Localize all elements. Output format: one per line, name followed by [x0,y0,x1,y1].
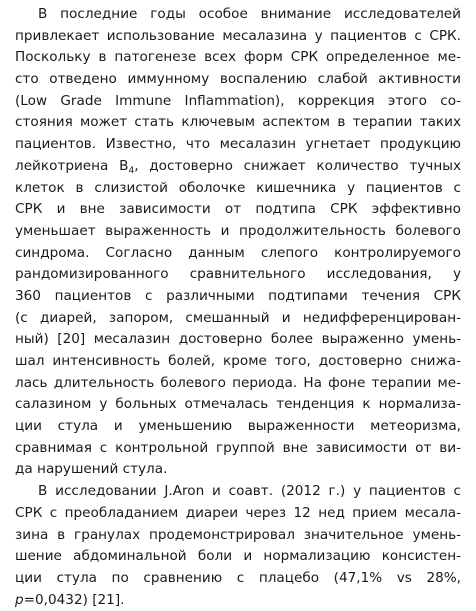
text-line-subscript [15,156,461,178]
text-line: шал интенсивность болей, кроме того, достоверно снижа- [15,353,461,369]
text-line: ный) [20] месалазин достоверно более выраженно умень- [15,331,461,348]
text-line: пациентов. Известно, что месалазин угнетает продукцию [15,136,461,153]
text-line: уменьшает выраженность и продолжительность болевого [15,222,461,239]
text-line: 360 пациентов с различными подтипами течения СРК [15,287,461,304]
text-line: рандомизированного сравнительного исследования, у [15,266,461,283]
p-value-symbol: p [15,591,24,608]
text-line: (Low Grade Immune Inflammation), коррекция этого со- [15,92,461,109]
text-line: В последние годы особое внимание исследователей [38,6,461,22]
text-line: сравнимая с контрольной группой вне зависимости от ви- [15,439,461,456]
text-line: зина в гранулах продемонстрировал значительное умень- [15,526,461,543]
text-line: ции стула и уменьшению выраженности метеоризма, [15,418,461,435]
text-line: (с диарей, запором, смешанный и недифференцирован- [15,309,461,326]
text-line: СРК и вне зависимости от подтипа СРК эффективно [15,201,461,218]
text-line: синдрома. Согласно данным слепого контролируемого [15,244,461,261]
text-fragment: =0,0432) [21]. [23,591,125,608]
paragraph-2 [15,481,461,611]
text-line: шение абдоминальной боли и нормализацию консистен- [15,548,461,565]
paragraph-1 [15,4,461,481]
text-line: салазином у больных отмечалась тенденция к нормализа- [15,396,461,413]
subscript: 4 [128,165,135,176]
text-line: ции стула по сравнению с плацебо (47,1% vs 28%, [15,569,461,586]
text-line: сто отведено иммунному воспалению слабой активности [15,71,461,88]
text-line: стояния может стать ключевым аспектом в терапии таких [15,114,461,131]
text-line: Поскольку в патогенезе всех форм СРК определенное ме- [15,49,461,66]
text-line: В исследовании J.Aron и соавт. (2012 г.) у пациентов с [38,483,461,500]
text-line: лась длительность болевого периода. На фоне терапии ме- [15,374,461,391]
text-line: клеток в слизистой оболочке кишечника у пациентов с [15,179,461,196]
text-line: привлекает использование месалазина у пациентов с СРК. [15,27,461,44]
text-line-final [15,590,461,611]
text-line: да нарушений стула. [15,461,168,478]
text-line: СРК с преобладанием диареи через 12 нед прием месала- [15,504,461,521]
text-fragment: лейкотриена В [15,157,129,174]
text-fragment: , достоверно снижает количество тучных [134,157,461,174]
